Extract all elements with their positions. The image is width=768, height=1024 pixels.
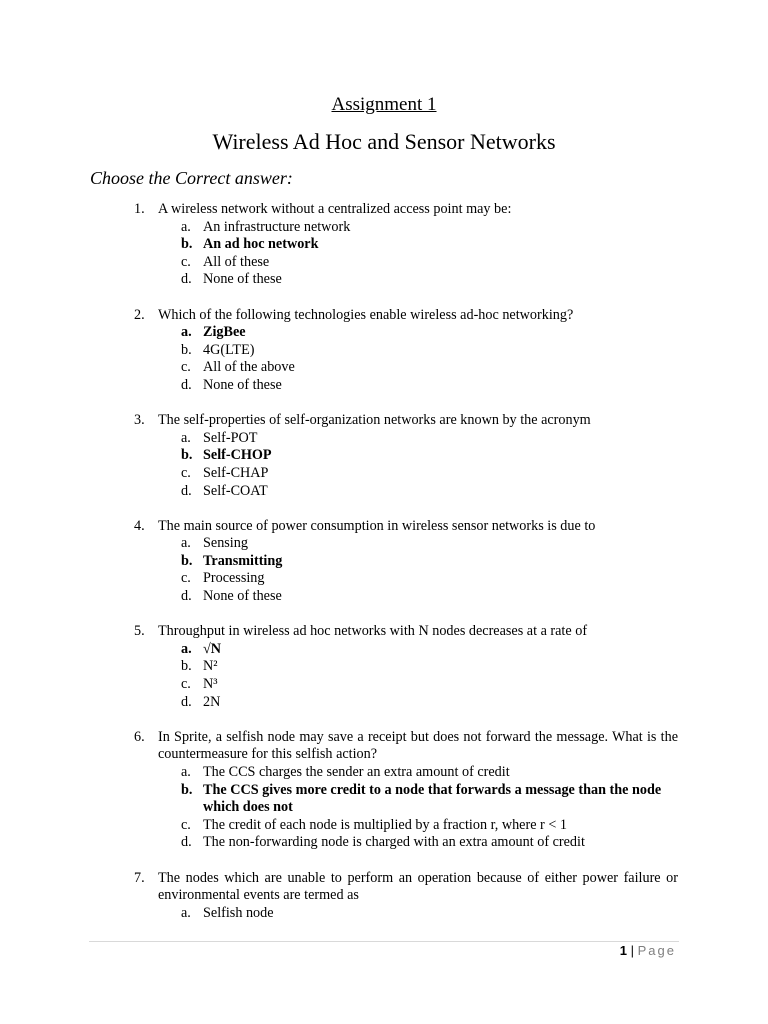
- answer-option-correct: [181, 782, 768, 817]
- option-letter: b.: [181, 781, 193, 798]
- answer-option-correct: [181, 553, 768, 571]
- answer-option: [181, 834, 768, 852]
- option-letter: b.: [181, 447, 193, 464]
- option-text: Self-CHAP: [203, 464, 269, 481]
- option-text: None of these: [203, 588, 282, 605]
- answer-option-correct: [181, 324, 768, 342]
- option-letter: a.: [181, 324, 192, 341]
- option-letter: c.: [181, 464, 191, 481]
- question-text: In Sprite, a selfish node may save a receipt but does not forward the message. What is the countermeasure for this selfish action?: [158, 728, 678, 763]
- answer-option: [181, 658, 768, 676]
- option-letter: c.: [181, 816, 191, 833]
- option-text: N²: [203, 658, 218, 675]
- option-text: The credit of each node is multiplied by a fraction r, where r < 1: [203, 816, 567, 833]
- option-letter: a.: [181, 640, 192, 657]
- option-text: Selfish node: [203, 904, 274, 921]
- answer-option: [181, 764, 768, 782]
- answer-option: [181, 570, 768, 588]
- option-text: Self-COAT: [203, 482, 268, 499]
- option-text: None of these: [203, 376, 282, 393]
- question-item: [0, 623, 768, 711]
- option-text: Transmitting: [203, 552, 283, 569]
- option-letter: b.: [181, 341, 192, 358]
- question-number: 1.: [134, 201, 145, 217]
- option-letter: b.: [181, 236, 193, 253]
- option-text: N³: [203, 676, 218, 693]
- answer-option: [181, 254, 768, 272]
- option-letter: d.: [181, 693, 192, 710]
- page-number: 1: [619, 943, 627, 958]
- option-text: All of the above: [203, 359, 295, 376]
- answer-option: [181, 465, 768, 483]
- question-item: [0, 518, 768, 606]
- option-letter: a.: [181, 904, 191, 921]
- option-text: ZigBee: [203, 324, 246, 341]
- answer-option: [181, 676, 768, 694]
- question-number: 4.: [134, 517, 145, 534]
- question-item: [0, 201, 768, 289]
- option-letter: d.: [181, 271, 192, 288]
- answer-option: [181, 377, 768, 395]
- question-number: 6.: [134, 728, 145, 745]
- question-item: [0, 729, 768, 852]
- option-letter: a.: [181, 764, 191, 780]
- option-letter: a.: [181, 218, 191, 235]
- option-text: The CCS gives more credit to a node that forwards a message than the node which does not: [203, 781, 662, 816]
- question-number: 7.: [134, 869, 145, 886]
- answer-option: [181, 694, 768, 712]
- instruction-text: Choose the Correct answer:: [90, 168, 293, 188]
- answer-option-correct: [181, 447, 768, 465]
- question-list: [0, 201, 768, 940]
- option-letter: c.: [181, 253, 191, 270]
- answer-option: [181, 359, 768, 377]
- option-letter: c.: [181, 359, 191, 376]
- question-item: [0, 870, 768, 923]
- question-number: 3.: [134, 412, 145, 429]
- question-number: 2.: [134, 306, 145, 323]
- answer-option: [181, 430, 768, 448]
- option-letter: c.: [181, 676, 191, 693]
- answer-option: [181, 271, 768, 289]
- question-text: Which of the following technologies enable wireless ad-hoc networking?: [158, 306, 574, 323]
- question-text: Throughput in wireless ad hoc networks with N nodes decreases at a rate of: [158, 623, 588, 640]
- answer-option: [181, 342, 768, 360]
- answer-option: [181, 535, 768, 553]
- option-text: Processing: [203, 570, 265, 587]
- answer-option: [181, 817, 768, 835]
- question-text: The nodes which are unable to perform an operation because of either power failure or environmental events are termed as: [158, 869, 678, 904]
- page-label: Page: [637, 943, 676, 958]
- option-letter: a.: [181, 535, 191, 552]
- option-text: The CCS charges the sender an extra amount of credit: [203, 764, 510, 780]
- option-letter: d.: [181, 376, 192, 393]
- question-number: 5.: [134, 623, 145, 640]
- option-letter: d.: [181, 834, 192, 851]
- option-letter: b.: [181, 552, 193, 569]
- option-text: Sensing: [203, 535, 248, 552]
- option-text: Self-CHOP: [203, 447, 272, 464]
- footer-divider: [89, 941, 679, 942]
- footer-separator: |: [630, 943, 634, 958]
- question-item: [0, 307, 768, 395]
- answer-option-correct: [181, 236, 768, 254]
- question-text: A wireless network without a centralized access point may be:: [158, 201, 512, 217]
- assignment-heading: Assignment 1: [331, 94, 437, 115]
- answer-option: [181, 483, 768, 501]
- option-text: All of these: [203, 253, 270, 270]
- option-letter: c.: [181, 570, 191, 587]
- option-letter: a.: [181, 429, 191, 446]
- document-title: Wireless Ad Hoc and Sensor Networks: [212, 129, 556, 154]
- answer-option: [181, 588, 768, 606]
- option-text: None of these: [203, 271, 282, 288]
- option-text: 4G(LTE): [203, 341, 255, 358]
- option-letter: b.: [181, 658, 192, 675]
- answer-option: [181, 905, 768, 923]
- question-item: [0, 412, 768, 500]
- option-text: An infrastructure network: [203, 218, 351, 235]
- option-letter: d.: [181, 588, 192, 605]
- answer-option-correct: [181, 641, 768, 659]
- option-text: Self-POT: [203, 429, 258, 446]
- page-footer: [620, 943, 676, 958]
- question-text: The self-properties of self-organization networks are known by the acronym: [158, 412, 591, 429]
- question-text: The main source of power consumption in wireless sensor networks is due to: [158, 517, 596, 534]
- option-text: 2N: [203, 693, 221, 710]
- option-text: √N: [203, 640, 222, 657]
- option-letter: d.: [181, 482, 192, 499]
- option-text: An ad hoc network: [203, 236, 319, 253]
- option-text: The non-forwarding node is charged with an extra amount of credit: [203, 834, 585, 851]
- answer-option: [181, 219, 768, 237]
